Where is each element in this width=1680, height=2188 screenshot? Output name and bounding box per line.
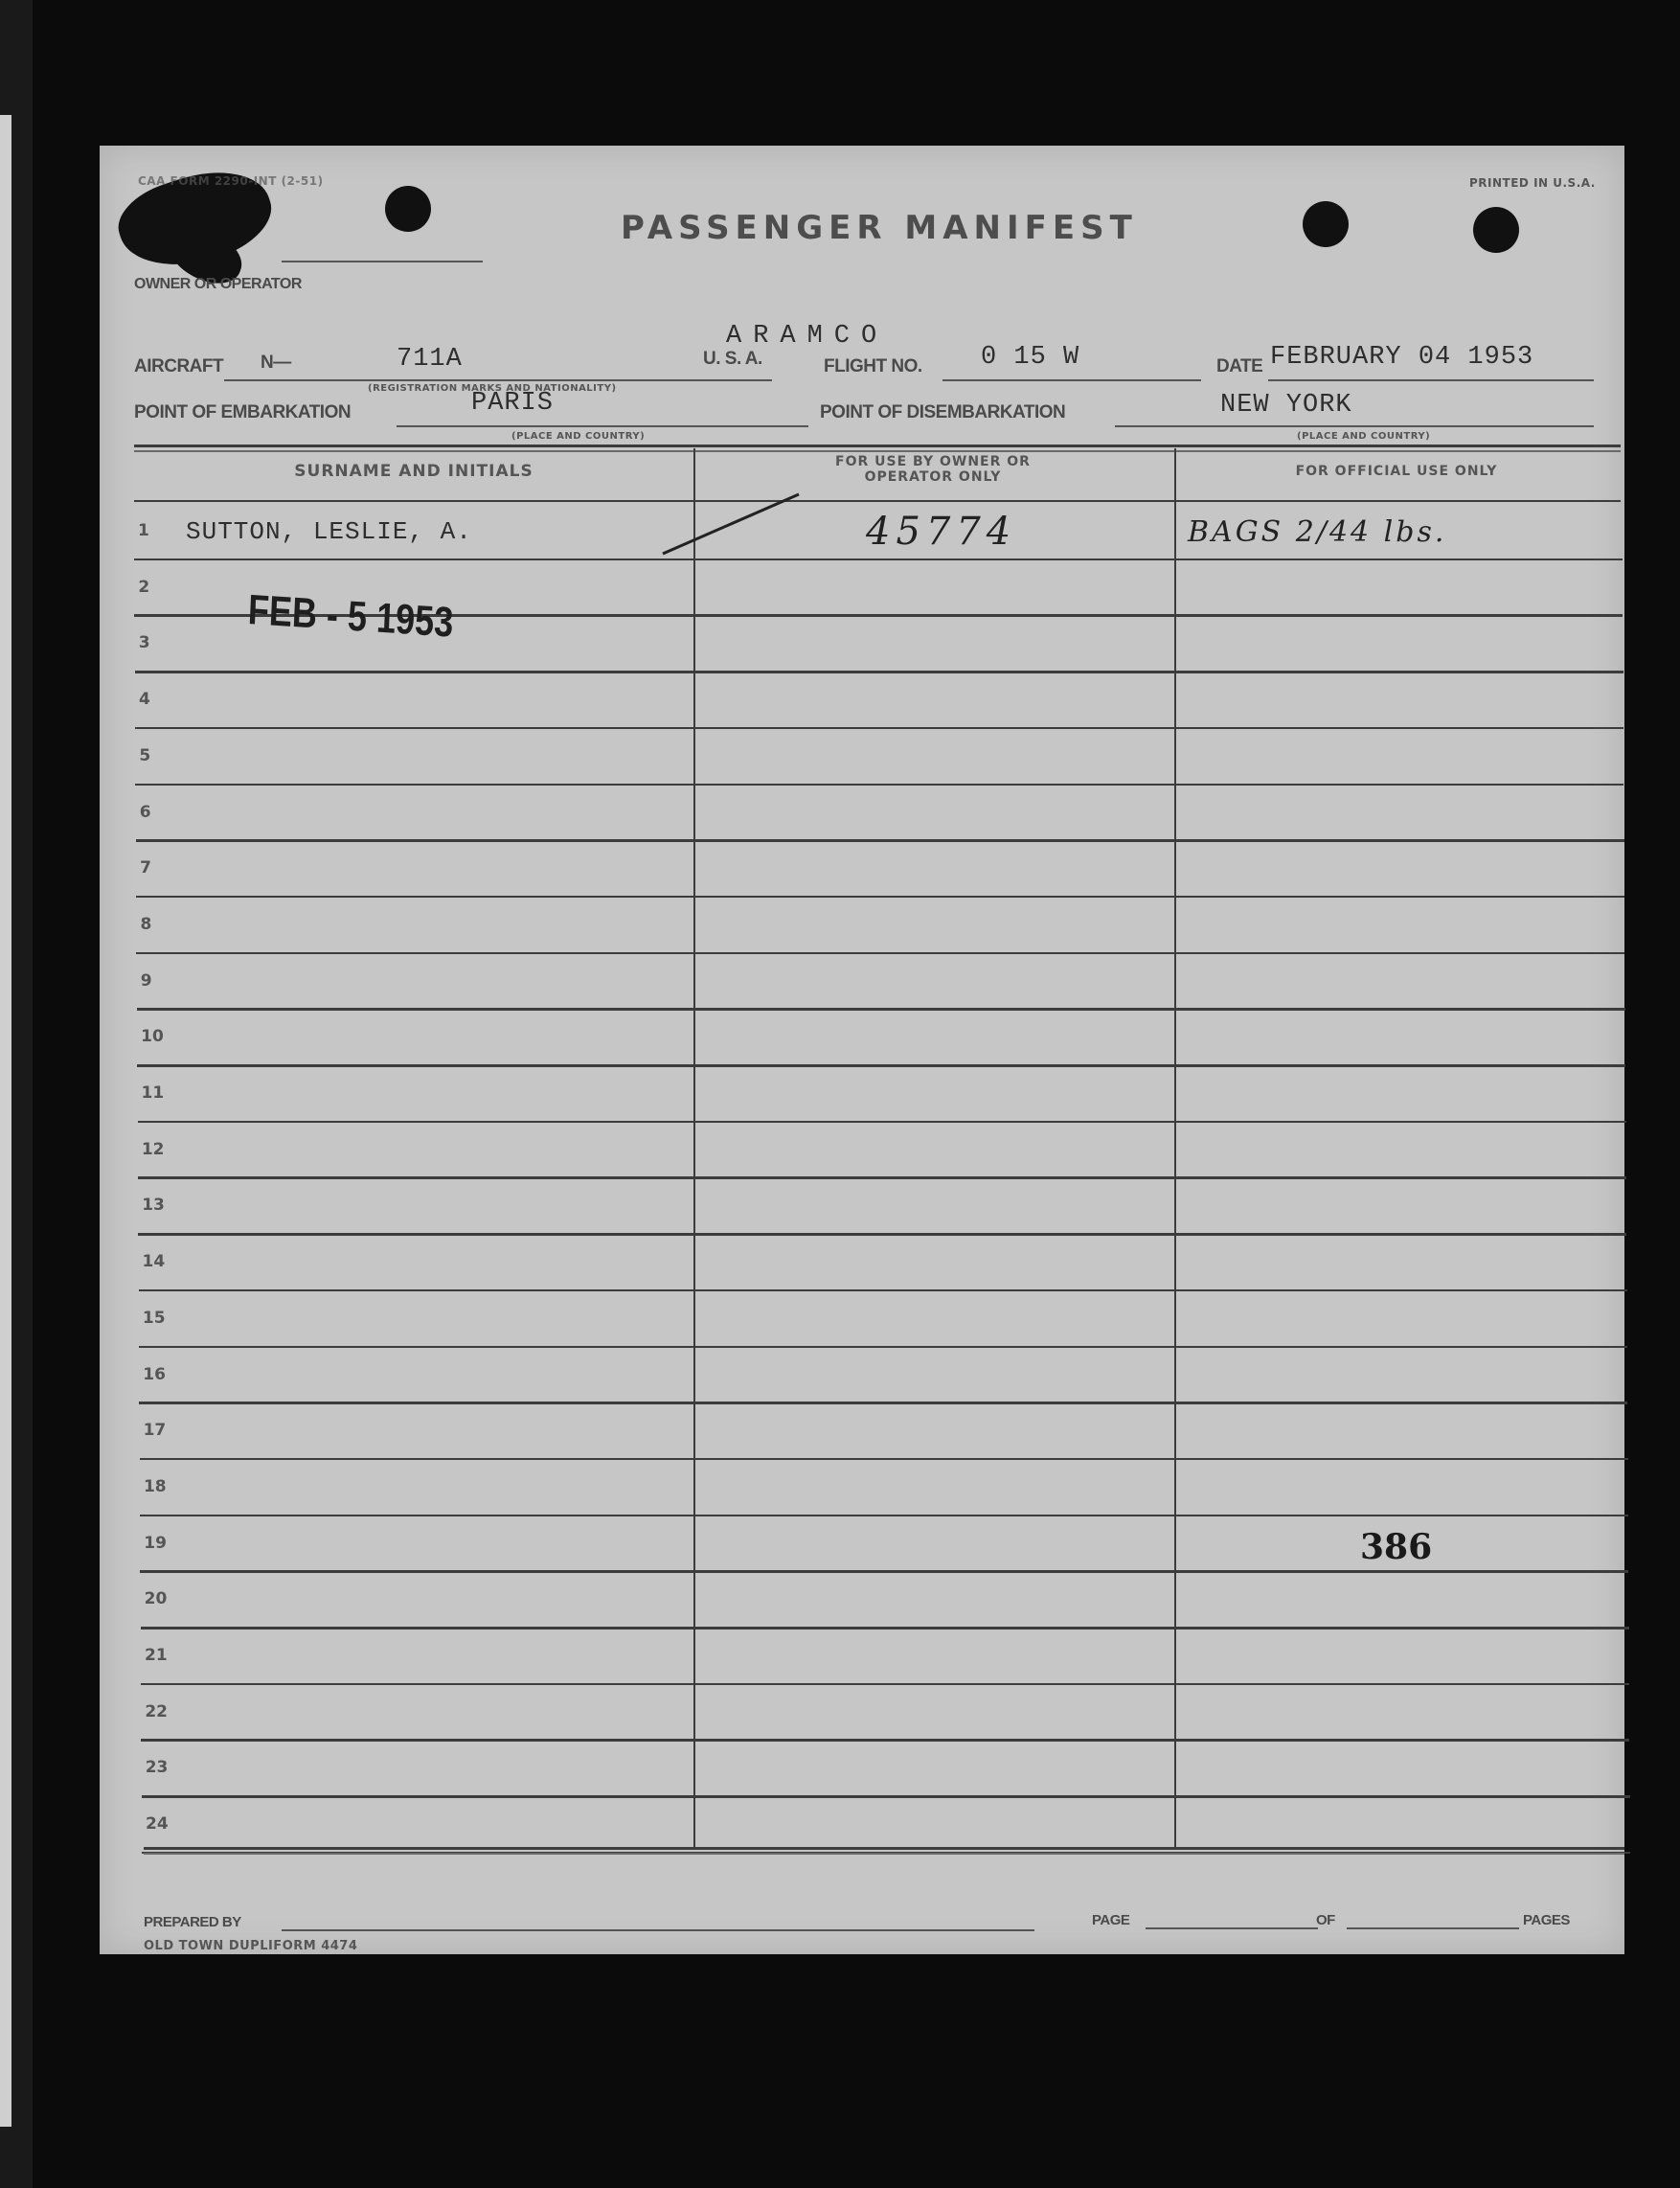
row-number: 18 (143, 1476, 167, 1496)
row-number: 2 (138, 577, 150, 597)
row-rule (141, 1739, 1629, 1742)
pages-label: PAGES (1523, 1912, 1570, 1928)
row-number: 4 (139, 690, 150, 710)
disembarkation-label: POINT OF DISEMBARKATION (820, 402, 1066, 422)
of-line (1347, 1927, 1519, 1929)
row-rule (140, 1515, 1628, 1517)
place-note-1: (PLACE AND COUNTRY) (511, 431, 646, 442)
prepared-by-label: PREPARED BY (144, 1914, 241, 1930)
prepared-by-line (282, 1929, 1034, 1931)
row-rule (140, 1458, 1628, 1461)
row-rule (138, 1233, 1626, 1236)
row-number: 10 (141, 1027, 164, 1047)
disembarkation-line (1115, 425, 1594, 427)
manifest-sheet (100, 146, 1624, 1954)
aircraft-prefix: N— (261, 353, 291, 373)
embarkation-place: PARIS (471, 389, 555, 418)
header-official-use: FOR OFFICIAL USE ONLY (1295, 464, 1498, 479)
row-rule (140, 1570, 1628, 1573)
disembarkation-place: NEW YORK (1220, 391, 1352, 420)
embarkation-label: POINT OF EMBARKATION (134, 402, 352, 422)
row-rule (135, 671, 1623, 673)
page-line (1146, 1927, 1318, 1929)
col-divider-1 (693, 448, 695, 1847)
row-rule (136, 896, 1624, 899)
place-note-2: (PLACE AND COUNTRY) (1297, 431, 1431, 442)
row-number: 14 (142, 1252, 166, 1272)
registration-note: (REGISTRATION MARKS AND NATIONALITY) (368, 383, 617, 394)
row-rule (136, 952, 1624, 955)
row-number: 5 (139, 745, 151, 765)
scan-edge-light (0, 115, 11, 2127)
row-rule (137, 1064, 1625, 1067)
official-use-value: BAGS 2/44 lbs. (1188, 515, 1447, 549)
row-rule (138, 1121, 1626, 1124)
date-line (1268, 379, 1594, 381)
table-bottom-rule-2 (144, 1853, 1624, 1855)
flight-number: 0 15 W (981, 343, 1080, 372)
row-number: 20 (144, 1589, 168, 1609)
row-rule (141, 1683, 1629, 1686)
row-rule (134, 558, 1623, 561)
col-divider-2 (1174, 448, 1176, 1847)
row-number: 16 (143, 1364, 166, 1384)
form-title: PASSENGER MANIFEST (621, 209, 1138, 247)
sequence-number-stamp: 386 (1360, 1527, 1433, 1567)
row-number: 8 (140, 914, 152, 934)
operator-use-value: 45774 (866, 510, 1017, 554)
nationality: U. S. A. (703, 349, 762, 369)
row-rule (136, 839, 1624, 842)
owner-operator-label: OWNER OR OPERATOR (134, 276, 302, 292)
received-date-stamp: FEB - 5 1953 (246, 586, 455, 647)
passenger-name: SUTTON, LESLIE, A. (186, 517, 472, 546)
row-number: 22 (145, 1701, 169, 1721)
row-rule (142, 1795, 1630, 1798)
row-number: 3 (138, 633, 150, 653)
row-rule (139, 1346, 1627, 1349)
owner-line (282, 261, 483, 262)
footer-code: OLD TOWN DUPLIFORM 4474 (144, 1939, 358, 1953)
table-top-rule-2 (134, 450, 1621, 452)
operator-name: ARAMCO (726, 322, 889, 351)
header-operator-use: FOR USE BY OWNER OR OPERATOR ONLY (835, 454, 1031, 485)
flight-date: FEBRUARY 04 1953 (1270, 343, 1534, 372)
table-bottom-rule (144, 1847, 1624, 1850)
aircraft-line (224, 379, 772, 381)
row-number: 12 (141, 1139, 165, 1159)
row-rule (137, 1008, 1625, 1011)
form-code: CAA FORM 2290-INT (2-51) (138, 174, 324, 188)
date-label: DATE (1216, 356, 1263, 376)
row-number: 6 (139, 802, 151, 822)
row-rule (135, 784, 1623, 786)
row-number: 9 (140, 970, 152, 991)
header-rule (134, 500, 1621, 502)
aircraft-number: 711A (397, 345, 463, 374)
row-number: 7 (140, 858, 151, 878)
row-number: 15 (142, 1308, 166, 1328)
row-number: 19 (144, 1533, 167, 1553)
row-number: 23 (145, 1758, 169, 1778)
check-mark (655, 487, 808, 563)
row-number: 13 (142, 1196, 165, 1216)
row-number: 24 (146, 1814, 169, 1835)
flight-no-label: FLIGHT NO. (824, 356, 922, 376)
embarkation-line (397, 425, 808, 427)
table-top-rule (134, 444, 1621, 447)
punch-hole (385, 186, 431, 232)
page-label: PAGE (1092, 1912, 1130, 1928)
flight-line (942, 379, 1201, 381)
row-rule (135, 727, 1623, 730)
header-surname: SURNAME AND INITIALS (294, 462, 534, 481)
row-rule (139, 1289, 1627, 1292)
printed-in-usa: PRINTED IN U.S.A. (1469, 176, 1596, 190)
aircraft-label: AIRCRAFT (134, 356, 224, 376)
row-rule (141, 1627, 1629, 1630)
row-number: 17 (143, 1421, 167, 1441)
row-rule (138, 1176, 1626, 1179)
row-number: 1 (138, 521, 149, 540)
row-number: 21 (145, 1646, 168, 1665)
of-label: OF (1316, 1912, 1335, 1928)
row-rule (139, 1402, 1627, 1404)
punch-hole (1473, 207, 1519, 253)
punch-hole (1303, 201, 1349, 247)
row-number: 11 (141, 1083, 165, 1103)
